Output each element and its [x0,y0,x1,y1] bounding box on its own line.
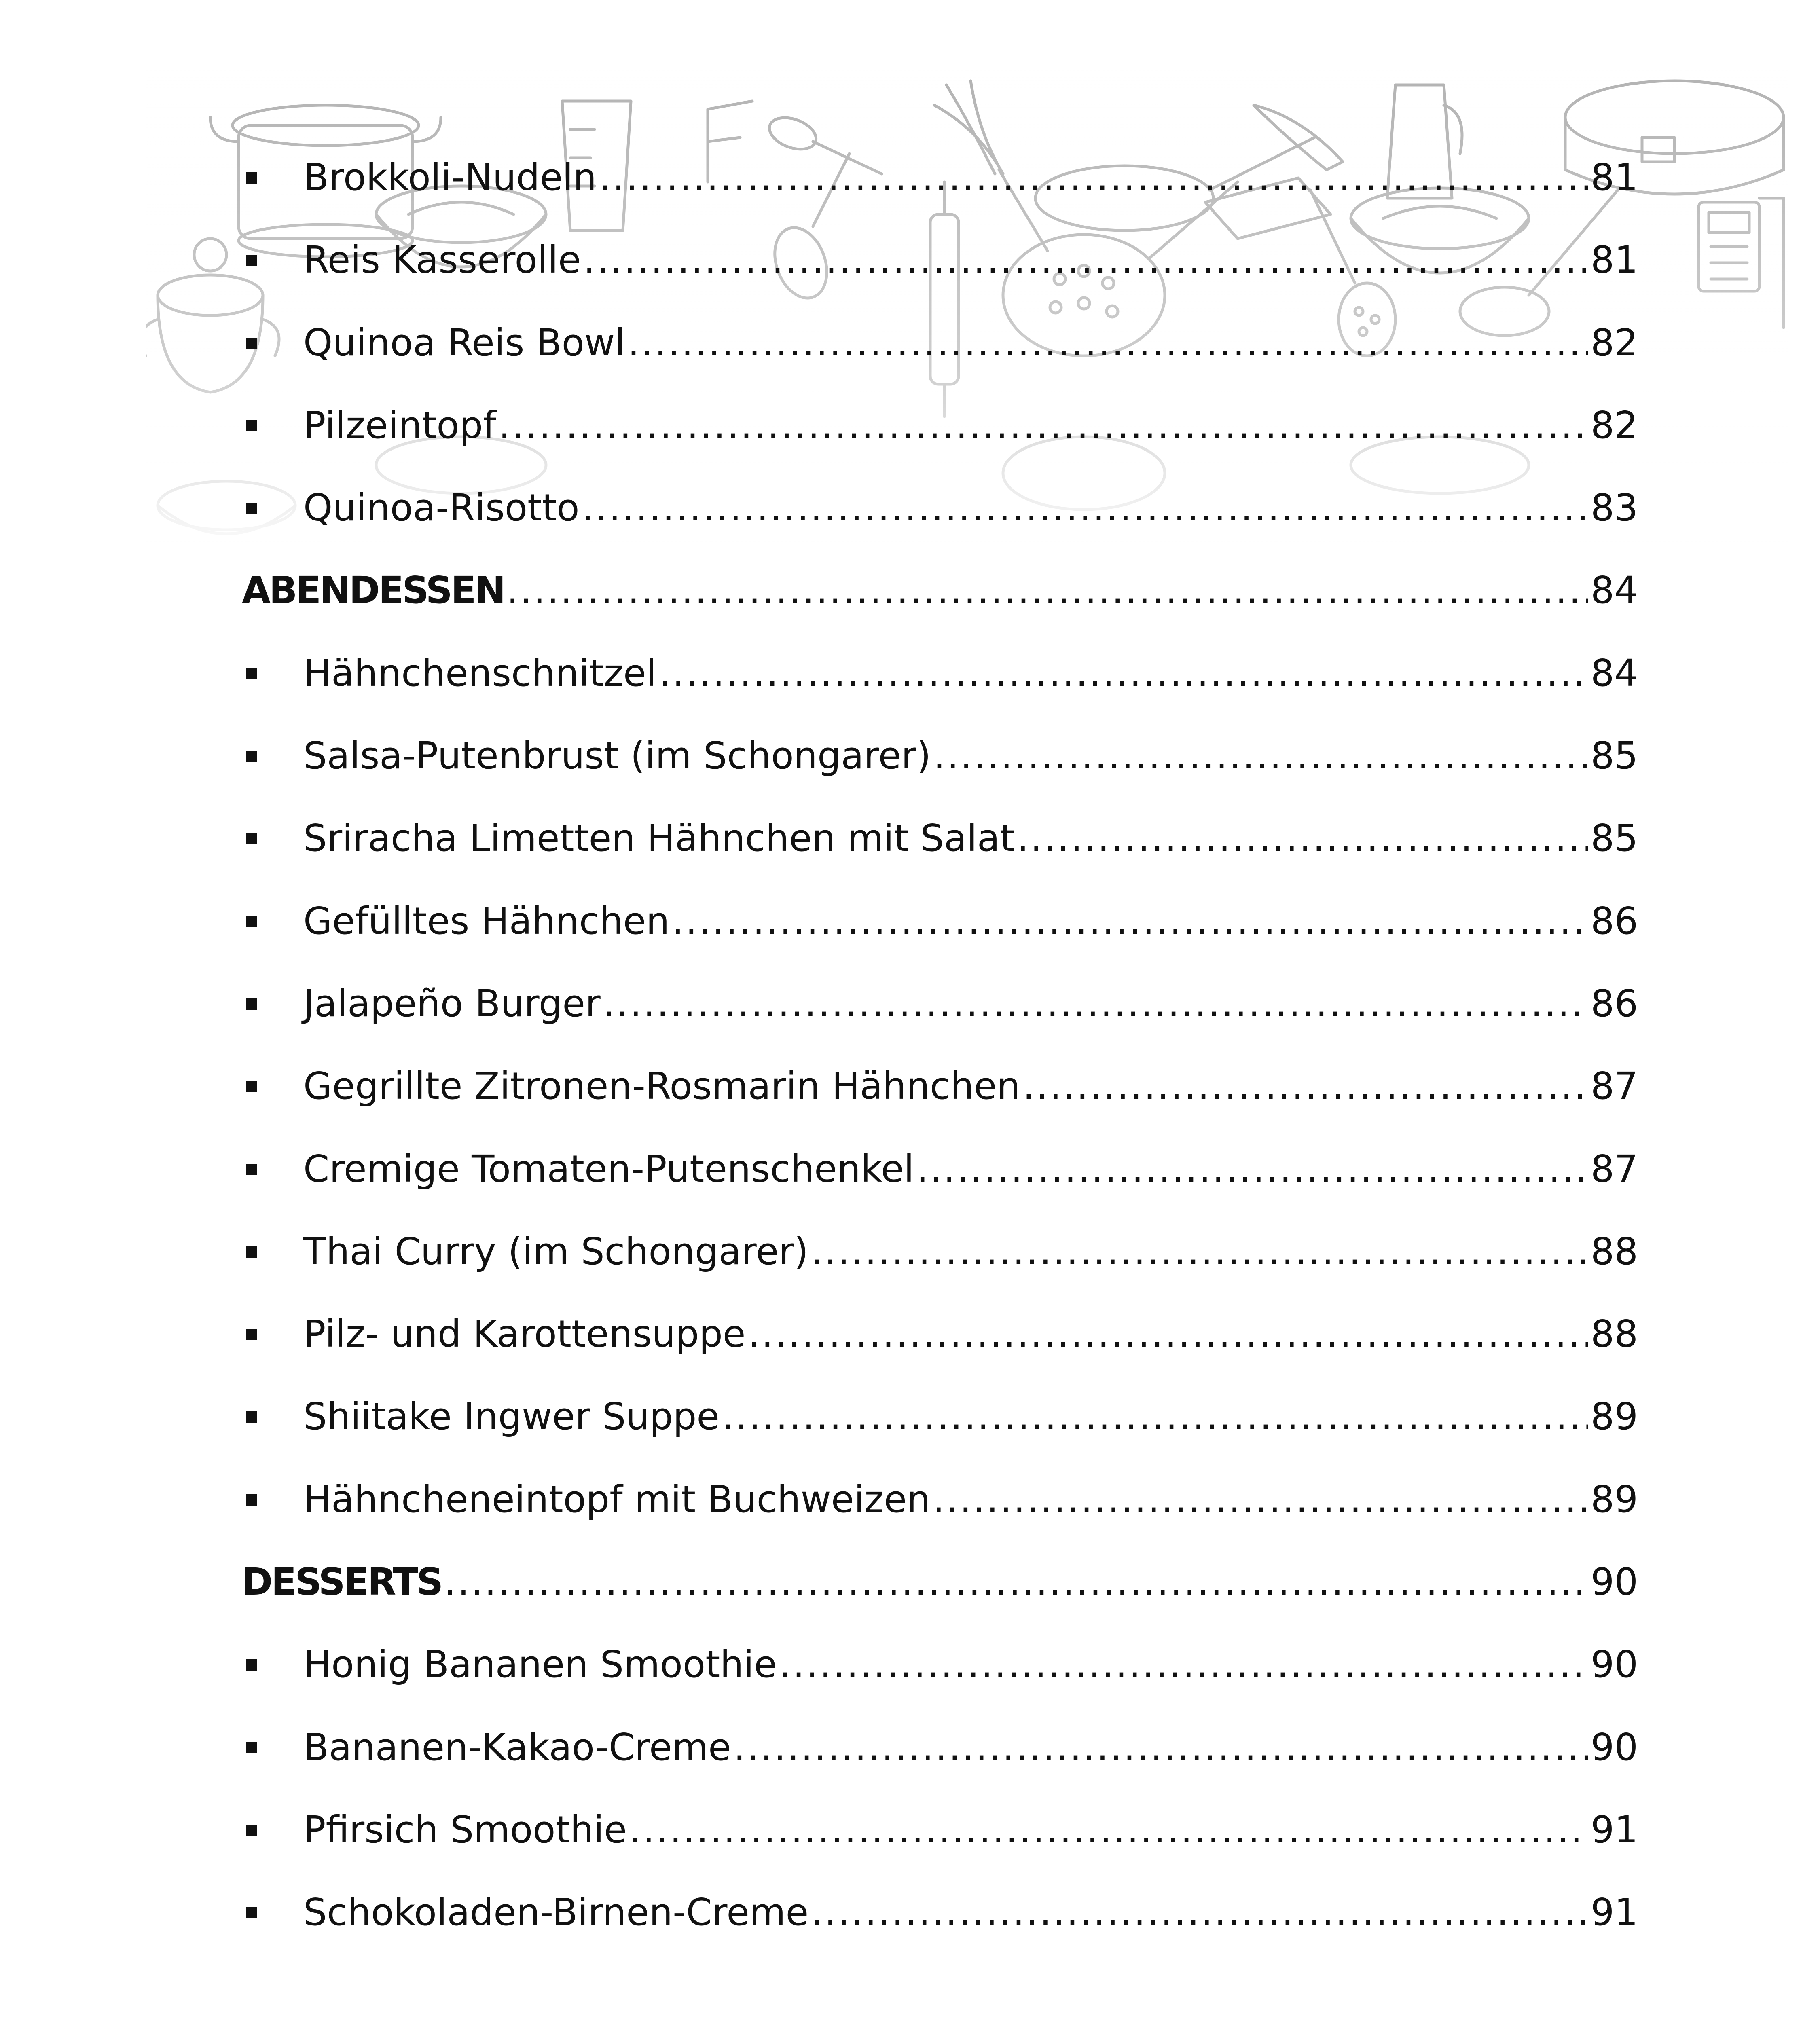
dot-leader [933,734,1588,778]
toc-entry-line [303,981,1638,1026]
toc-entry-title: Shiitake Ingwer Suppe [303,1395,720,1438]
toc-entry-title: Reis Kasserolle [303,238,581,282]
bullet-square-icon [246,668,257,679]
toc-page-number: 86 [1590,899,1638,943]
toc-page-number: 91 [1590,1808,1638,1851]
toc-page-number: 89 [1590,1477,1638,1521]
dot-leader [1023,1064,1588,1108]
toc-page-number: 87 [1590,1147,1638,1191]
bullet-square-icon [246,998,257,1010]
toc-entry-title: Schokoladen-Birnen-Creme [303,1891,809,1934]
toc-entry-title: Salsa-Putenbrust (im Schongarer) [303,734,931,778]
toc-entry-line [303,1312,1638,1356]
toc-page-number: 91 [1590,1891,1638,1934]
toc-entry-title: Brokkoli-Nudeln [303,156,597,199]
toc-page-number: 90 [1590,1725,1638,1769]
toc-entry-title: ABENDESSEN [242,569,504,612]
toc-entry-line [303,1725,1638,1770]
toc-page-number: 83 [1590,486,1638,530]
toc-entry[interactable] [242,1870,1638,1952]
toc-entry-line [303,899,1638,943]
toc-entry-line [303,321,1638,365]
bullet-square-icon [246,1329,257,1340]
toc-entry-title: Sriracha Limetten Hähnchen mit Salat [303,816,1015,860]
dot-leader [444,1560,1588,1604]
toc-entry[interactable] [242,1787,1638,1870]
toc-entry-title: Jalapeño Burger [303,981,601,1025]
dot-leader [584,238,1588,282]
toc-page-number: 90 [1590,1560,1638,1604]
toc-entry-line [303,1890,1638,1935]
dot-leader [811,1229,1588,1274]
bullet-square-icon [246,751,257,762]
dot-leader [582,486,1588,530]
toc-entry-title: Bananen-Kakao-Creme [303,1725,731,1769]
toc-entry-title: Pilz- und Karottensuppe [303,1312,746,1356]
dot-leader [1017,816,1588,861]
toc-entry[interactable] [242,465,1638,548]
toc-entry-line [303,1229,1638,1274]
dot-leader [603,981,1588,1026]
toc-entry[interactable] [242,713,1638,796]
toc-entry[interactable] [242,631,1638,713]
toc-page-number: 86 [1590,981,1638,1025]
toc-entry-title: Quinoa-Risotto [303,486,580,530]
toc-page-number: 81 [1590,156,1638,199]
bullet-square-icon [246,1081,257,1092]
toc-entry[interactable] [242,300,1638,383]
toc-entry-line [303,1394,1638,1439]
toc-entry-line [303,1147,1638,1191]
toc-entry-title: Quinoa Reis Bowl [303,321,625,364]
toc-entry[interactable] [242,135,1638,218]
dot-leader [933,1477,1588,1522]
toc-entry-line [303,816,1638,861]
toc-entry[interactable] [242,961,1638,1044]
toc-section-heading[interactable] [242,548,1638,630]
toc-entry[interactable] [242,1622,1638,1705]
toc-page-number: 85 [1590,816,1638,860]
bullet-square-icon [246,916,257,927]
dot-leader [722,1394,1588,1439]
toc-entry-title: Pilzeintopf [303,403,496,447]
toc-entry[interactable] [242,383,1638,465]
toc-page-number: 82 [1590,321,1638,364]
toc-entry-title: Hähnchenschnitzel [303,651,657,695]
bullet-square-icon [246,1659,257,1671]
bullet-square-icon [246,172,257,184]
toc-entry[interactable] [242,1457,1638,1540]
toc-entry[interactable] [242,1209,1638,1292]
toc-entry-title: Hähncheneintopf mit Buchweizen [303,1477,931,1521]
toc-entry-line [303,1808,1638,1852]
toc-entry[interactable] [242,1127,1638,1209]
dot-leader [507,568,1588,613]
bullet-square-icon [246,420,257,431]
toc-entry-line [303,651,1638,696]
toc-entry[interactable] [242,1374,1638,1457]
toc-entry-line [242,1560,1638,1604]
toc-page-number: 82 [1590,403,1638,447]
toc-entry[interactable] [242,879,1638,961]
toc-entry-line [303,1642,1638,1687]
toc-page-number: 81 [1590,238,1638,282]
dot-leader [599,155,1588,200]
toc-entry-title: Cremige Tomaten-Putenschenkel [303,1147,914,1191]
toc-entry[interactable] [242,796,1638,878]
bullet-square-icon [246,1246,257,1258]
toc-entry-title: Honig Bananen Smoothie [303,1643,777,1686]
bullet-square-icon [246,1494,257,1506]
bullet-square-icon [246,1742,257,1753]
toc-entry[interactable] [242,218,1638,300]
toc-page-number: 85 [1590,734,1638,778]
dot-leader [499,403,1588,448]
toc-entry-line [303,155,1638,200]
toc-page-number: 88 [1590,1312,1638,1356]
toc-entry-line [303,1477,1638,1522]
toc-section-heading[interactable] [242,1540,1638,1622]
dot-leader [748,1312,1588,1356]
table-of-contents [242,135,1638,1953]
toc-entry-line [303,734,1638,778]
toc-entry-title: Thai Curry (im Schongarer) [303,1229,809,1273]
bullet-square-icon [246,1164,257,1175]
dot-leader [628,321,1588,365]
toc-entry-title: Gefülltes Hähnchen [303,899,670,943]
toc-entry-line [303,403,1638,448]
dot-leader [659,651,1588,696]
bullet-square-icon [246,255,257,266]
toc-entry[interactable] [242,1705,1638,1787]
toc-entry[interactable] [242,1044,1638,1126]
toc-entry-title: Gegrillte Zitronen-Rosmarin Hähnchen [303,1064,1020,1108]
toc-page-number: 84 [1590,651,1638,695]
dot-leader [916,1147,1588,1191]
dot-leader [672,899,1588,943]
toc-entry-title: DESSERTS [242,1560,442,1604]
bullet-square-icon [246,503,257,514]
dot-leader [811,1890,1588,1935]
toc-entry[interactable] [242,1292,1638,1374]
toc-entry-line [242,568,1638,613]
toc-page-number: 89 [1590,1395,1638,1438]
toc-entry-line [303,486,1638,530]
toc-entry-line [303,1064,1638,1108]
bullet-square-icon [246,338,257,349]
toc-page-number: 88 [1590,1229,1638,1273]
toc-page-number: 84 [1590,569,1638,612]
dot-leader [629,1808,1588,1852]
toc-entry-title: Pfirsich Smoothie [303,1808,627,1851]
bullet-square-icon [246,1411,257,1423]
bullet-square-icon [246,1907,257,1918]
dot-leader [779,1642,1588,1687]
bullet-square-icon [246,833,257,844]
toc-page-number: 90 [1590,1643,1638,1686]
bullet-square-icon [246,1825,257,1836]
dot-leader [734,1725,1588,1770]
toc-page-number: 87 [1590,1064,1638,1108]
toc-entry-line [303,238,1638,282]
